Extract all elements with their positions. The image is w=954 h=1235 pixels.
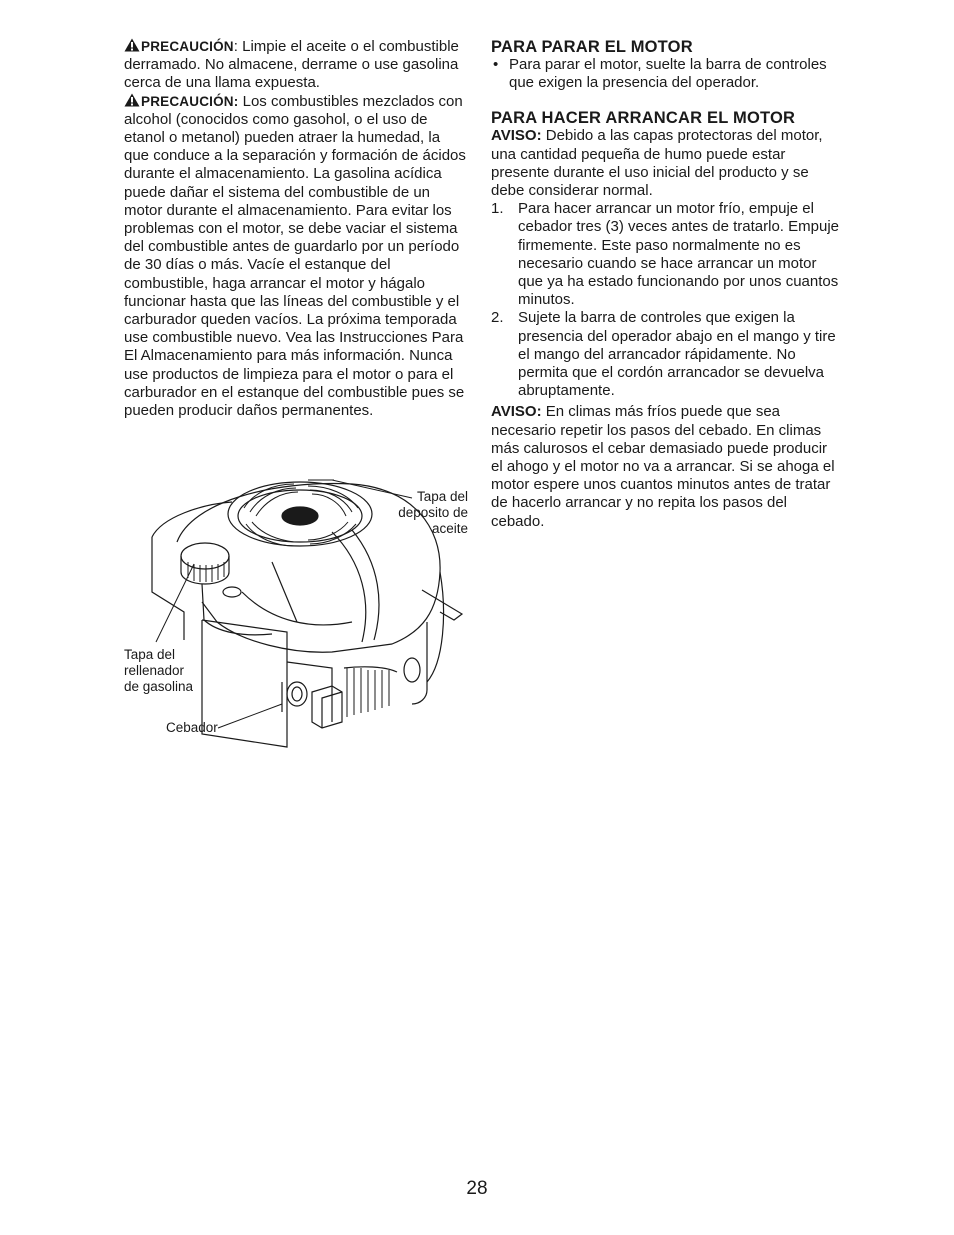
right-column — [491, 38, 839, 531]
list-item — [491, 200, 839, 309]
notice-label: AVISO: — [491, 127, 542, 145]
step-number: 2. — [491, 309, 504, 327]
warning-label: PRECAUCIÓN — [141, 39, 234, 54]
notice-text: Debido a las capas protectoras del motor, una cantidad pequeña de humo puede estar presente durante el uso inicial del producto y se debe considerar normal. — [491, 127, 823, 200]
label-fuel-cap: Tapa del rellenador de gasolina — [124, 647, 194, 694]
notice-label: AVISO: — [491, 403, 542, 421]
warning-alcohol-fuel — [124, 93, 469, 421]
warning-fuel-spill — [124, 38, 469, 93]
page-number: 28 — [466, 1178, 488, 1199]
step-text: Sujete la barra de controles que exigen la presencia del operador abajo en el mango y tire el mango del arrancador rápidamente. No permita que el cordón arrancador se devuelva abruptamente. — [518, 309, 836, 400]
bullet-marker: • — [493, 56, 499, 73]
list-item — [491, 56, 839, 92]
warning-text: : Limpie el aceite o el combustible derramado. No almacene, derrame o use gasolina cerca de una llama expuesta. — [124, 38, 459, 92]
stop-engine-text: Para parar el motor, suelte la barra de controles que exigen la presencia del operador. — [509, 56, 827, 92]
step-number: 1. — [491, 200, 504, 218]
warning-triangle-icon — [124, 93, 140, 107]
notice-smoke — [491, 127, 839, 200]
list-item — [491, 309, 839, 400]
warning-text: Los combustibles mezclados con alcohol (conocidos como gasohol, o el uso de etanol o metanol) pueden atraer la humedad, la que conduce a la separación y formación de ácidos durante el almacenamiento. La gasolina acídica puede dañar el sistema del combustible de un motor durante el almacenamiento. Para evitar los problemas con el motor, se debe vaciar el sistema del combustible antes de guardarlo por un período de 30 días o más. Vacíe el estanque del combustible, haga arrancar el motor y hágalo funcionar hasta que las líneas del combustible y el carburador queden vacíos. La próxima temporada use combustible nuevo. Vea las Instrucciones Para El Almacenamiento para más información. Nunca use productos de limpieza para el motor o para el carburador en el estanque del combustible pues se pueden producir daños permanentes. — [124, 92, 466, 420]
notice-priming — [491, 403, 839, 530]
left-column — [124, 38, 469, 420]
label-primer: Cebador — [166, 720, 218, 735]
label-oil-cap: Tapa del deposito de aceite — [398, 489, 468, 536]
stop-engine-heading: PARA PARAR EL MOTOR — [491, 38, 693, 56]
start-engine-heading: PARA HACER ARRANCAR EL MOTOR — [491, 109, 796, 128]
engine-figure — [122, 472, 472, 752]
warning-triangle-icon — [124, 38, 140, 52]
warning-label: PRECAUCIÓN: — [141, 93, 239, 109]
step-text: Para hacer arrancar un motor frío, empuje el cebador tres (3) veces antes de tratarlo. Empuje firmemente. Este paso normalmente no es necesario cuando se hace arrancar un motor que ya ha estado funcionando por unos cuantos minutos. — [518, 200, 839, 309]
notice-text: En climas más fríos puede que sea necesario repetir los pasos del cebado. En climas más calurosos el cebar demasiado puede producir el ahogo y el motor no va a arrancar. Si se ahoga el motor espere unos cuantos minutos antes de tratar de hacerlo arrancar y no repita los pasos del cebado. — [491, 403, 835, 530]
